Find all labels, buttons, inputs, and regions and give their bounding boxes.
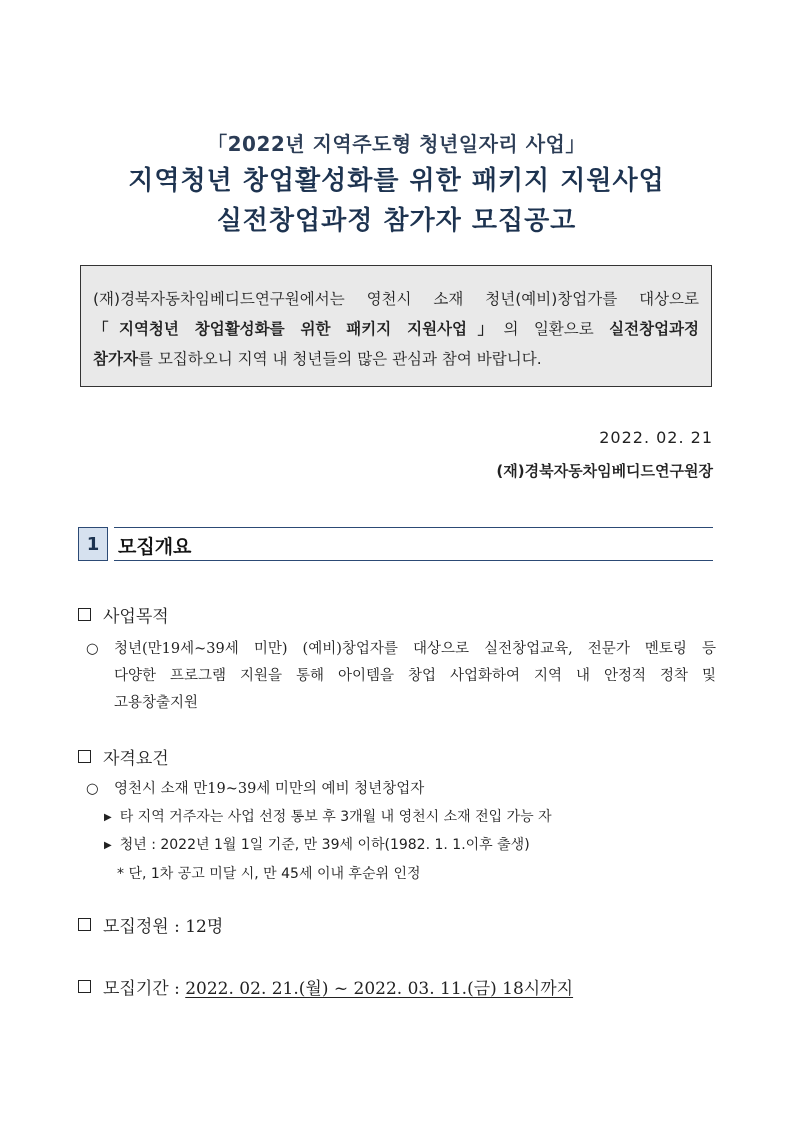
intro-program-name: 「지역청년 창업활성화를 위한 패키지 지원사업」 — [93, 320, 504, 338]
eligibility-sub2-text: 청년 : 2022년 1월 1일 기준, 만 39세 이하(1982. 1. 1.이후 출생) — [119, 837, 530, 853]
checkbox-square-icon — [78, 750, 91, 763]
notice-title-line2: 실전창업과정 참가자 모집공고 — [216, 206, 577, 236]
section-title: 모집개요 — [118, 536, 192, 558]
eligibility-item — [86, 776, 716, 803]
notice-organization: (재)경북자동차임베디드연구원장 — [496, 462, 713, 480]
eligibility-heading-text: 자격요건 — [103, 749, 169, 769]
period-label: 모집기간 : — [103, 979, 186, 999]
purpose-line2: 다양한 프로그램 지원을 통해 아이템을 창업 사업화하여 지역 내 안정적 정착 및 — [114, 668, 716, 684]
intro-course-name: 실전창업과정 — [609, 320, 699, 338]
intro-line1: (재)경북자동차임베디드연구원에서는 영천시 소재 청년(예비)창업가를 대상으로 — [93, 290, 699, 308]
eligibility-heading — [78, 744, 169, 769]
purpose-item — [86, 636, 716, 717]
intro-line3 — [93, 344, 699, 374]
triangle-bullet-icon: ▶ — [104, 812, 112, 823]
checkbox-square-icon — [78, 608, 91, 621]
purpose-heading — [78, 602, 169, 627]
eligibility-sub1-text: 타 지역 거주자는 사업 선정 통보 후 3개월 내 영천시 소재 전입 가능 자 — [119, 809, 552, 825]
intro-line2-text: 의 일환으로 — [503, 320, 594, 338]
capacity-value: 12명 — [185, 917, 224, 937]
period-value: 2022. 02. 21.(월) ~ 2022. 03. 11.(금) 18시까지 — [185, 979, 574, 999]
purpose-line1: 청년(만19세~39세 미만) (예비)창업자를 대상으로 실전창업교육, 전문가 멘토링 등 — [114, 641, 716, 657]
capacity-row — [78, 912, 223, 937]
period-row — [78, 974, 573, 999]
notice-subtitle: 「2022년 지역주도형 청년일자리 사업」 — [207, 132, 586, 156]
notice-title-line1: 지역청년 창업활성화를 위한 패키지 지원사업 — [128, 166, 665, 196]
circle-bullet-icon: ○ — [86, 781, 99, 797]
intro-box — [80, 265, 712, 387]
purpose-heading-text: 사업목적 — [103, 607, 169, 627]
notice-date: 2022. 02. 21 — [599, 428, 713, 447]
eligibility-sub1 — [104, 806, 552, 826]
section-header — [78, 527, 713, 563]
capacity-label: 모집정원 : — [103, 917, 186, 937]
intro-line3-text: 를 모집하오니 지역 내 청년들의 많은 관심과 참여 바랍니다. — [137, 350, 542, 368]
section-number: 1 — [78, 527, 108, 561]
circle-bullet-icon: ○ — [86, 641, 99, 657]
intro-line2 — [93, 314, 699, 344]
eligibility-main: 영천시 소재 만19~39세 미만의 예비 청년창업자 — [114, 781, 425, 797]
eligibility-note: * 단, 1차 공고 미달 시, 만 45세 이내 후순위 인정 — [117, 866, 421, 882]
triangle-bullet-icon: ▶ — [104, 840, 112, 851]
section-title-bar — [114, 527, 713, 561]
purpose-line3: 고용창출지원 — [114, 695, 199, 711]
checkbox-square-icon — [78, 918, 91, 931]
eligibility-sub2 — [104, 834, 530, 854]
intro-participant: 참가자 — [93, 350, 138, 368]
checkbox-square-icon — [78, 980, 91, 993]
